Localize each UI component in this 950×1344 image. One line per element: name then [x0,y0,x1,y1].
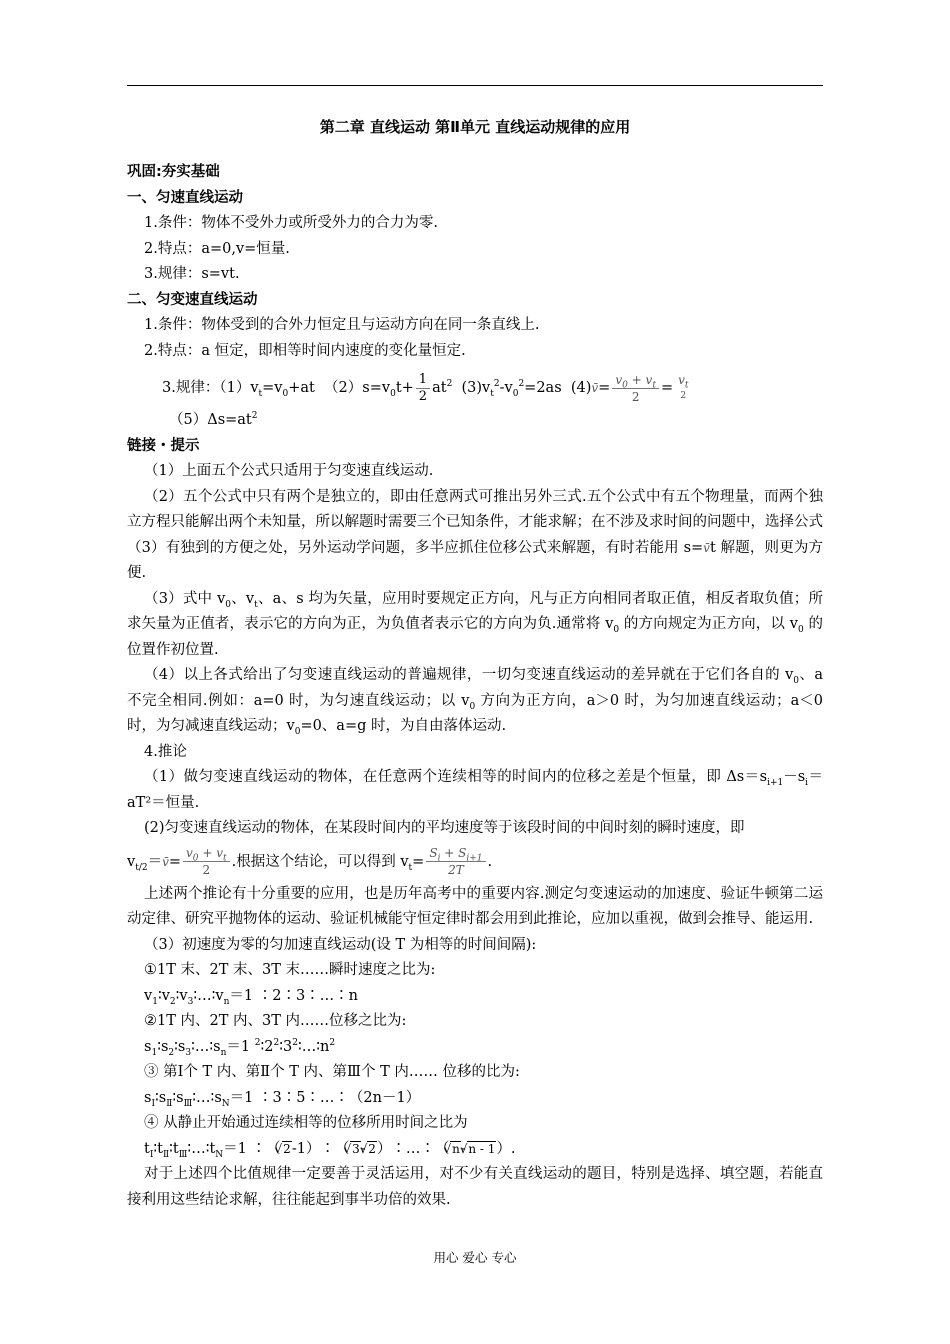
inference-3: （3）初速度为零的匀加速直线运动(设 T 为相等的时间间隔): [144,936,537,953]
fraction: $\frac{S_i + S_{i+1}}{2T}$ [426,845,485,878]
ratio-formula-2: $s_1∶s_2∶s_3∶\dots∶s_n=1$ $^2∶2^2∶3^2∶\dots∶n^2$ [144,1037,336,1058]
inference-1: （1）做匀变速直线运动的物体，在任意两个连续相等的时间内的位移之差是个恒量，即 $\Delta s=s_{i+1}-s_i=aT^2=$恒量. [127,769,823,811]
part1-line: 3.规律：s=vt. [144,266,240,282]
inference-heading: 4.推论 [144,743,187,760]
page-title: 第二章 直线运动 第Ⅱ单元 直线运动规律的应用 [319,118,631,136]
fraction: $\frac{v_0 + v_t}{2}$ [612,372,659,405]
fraction: $v_t$ 2 [678,373,689,401]
ratio-item-4: ④ 从静止开始通过连续相等的位移所用时间之比为 [144,1115,468,1131]
inference-2-formula: $v_{t/2}=v̄=$ $\frac{v_0 + v_t}{2}$ .根据这个结论，可以得到 $v_t=$ $\frac{S_i + S_{i+1}}{2T}$ . [127,846,493,877]
ratio-item-2: ②1T 内、2T 内、3T 内……位移之比为: [144,1013,407,1029]
summary-paragraph: 上述两个推论有十分重要的应用，也是历年高考中的重要内容.测定匀变速运动的加速度、验证牛顿第二运动定律、研究平抛物体的运动、验证机械能守恒定律时都会用到此推论，应加以重视，做到会推导、能运用. [127,885,823,927]
ratio-formula-1: $v_1∶v_2∶v_3∶\dots∶v_n=1$ ∶2∶3∶…∶n [144,987,359,1007]
document-body [127,160,823,1213]
note-3: （3）式中 $v_0$、$v_t$、a、s 均为矢量，应用时要规定正方向，凡与正方向相同者取正值，相反者取负值；所求矢量为正值者，表示它的方向为正，为负值者表示它的方向为负.通常将 $v_0$ 的方向规定为正方向，以 $v_0$ 的位置作初位置. [127,590,823,658]
fraction: $\frac{1}{2}$ [416,372,430,405]
part2-line: 1.条件：物体受到的合外力恒定且与运动方向在同一条直线上. [144,317,540,333]
part1-line: 1.条件：物体不受外力或所受外力的合力为零. [144,215,438,231]
law-formulas: 3.规律：$(1)v_t=v_0+at$ $(2)s=v_0t+$ $\frac{1}{2}$ $at^2$ $(3)v_t^2-v_0^2=2as$ (4)v̄= $\frac{v_0 + v_t}{2}$ = $v_t$ 2 [127,368,823,408]
note-2: （2）五个公式中只有两个是独立的，即由任意两式可推出另外三式.五个公式中有五个物理量，而两个独立方程只能解出两个未知量，所以解题时需要三个已知条件，才能求解；在不涉及求时间的问题中，选择公式（3）有独到的方便之处，另外运动学问题，多半应抓住位移公式来解题，有时若能用 s=v̄t 解题，则更为方便. [127,488,824,581]
part1-heading: 一、匀速直线运动 [127,189,243,206]
conclusion-paragraph: 对于上述四个比值规律一定要善于灵活运用，对不少有关直线运动的题目，特别是选择、填空题，若能直接利用这些结论求解，往往能起到事半功倍的效果. [127,1166,823,1208]
note-1: （1）上面五个公式只适用于匀变速直线运动. [144,463,434,479]
ratio-item-1: ①1T 末、2T 末、3T 末……瞬时速度之比为: [144,962,436,978]
ratio-formula-3: $s_Ⅰ∶s_Ⅱ∶s_Ⅲ∶\dots∶s_N=1$ ∶3∶5∶…∶（2n－1） [144,1089,421,1109]
note-4: （4）以上各式给出了匀变速直线运动的普遍规律，一切匀变速直线运动的差异就在于它们各自的 $v_0$、a 不完全相同.例如：a=0 时，为匀速直线运动；以 $v_0$ 方向为正方向，a＞0 时，为匀加速直线运动；a＜0 时，为匀减速直线运动；$v_0=0$、a=g 时，为自由落体运动. [127,667,823,737]
part2-line: 2.特点：a 恒定，即相等时间内速度的变化量恒定. [144,342,466,359]
page-footer: 用心 爱心 专心 [433,1250,517,1265]
header-rule [127,85,823,86]
ratio-formula-4: $t_Ⅰ∶t_Ⅱ∶t_Ⅲ∶\dots∶t_N=1$ ∶（√ 2-1）∶（√ 3-√ 2）∶…∶（√ n-√ n - 1）. [127,1137,823,1163]
section-heading: 巩固:夯实基础 [127,164,220,180]
part1-line: 2.特点：a=0,v=恒量. [144,240,290,257]
link-heading: 链接・提示 [127,437,200,454]
law5: $(5)\Delta s=at^2$ [169,411,258,428]
ratio-item-3: ③ 第Ⅰ个 T 内、第Ⅱ个 T 内、第Ⅲ个 T 内…… 位移的比为: [144,1064,520,1080]
fraction: $\frac{v_0 + v_t}{2}$ [183,845,230,878]
inference-2: (2)匀变速直线运动的物体，在某段时间内的平均速度等于该段时间的中间时刻的瞬时速度，即 [144,820,745,836]
part2-heading: 二、匀变速直线运动 [127,291,258,308]
